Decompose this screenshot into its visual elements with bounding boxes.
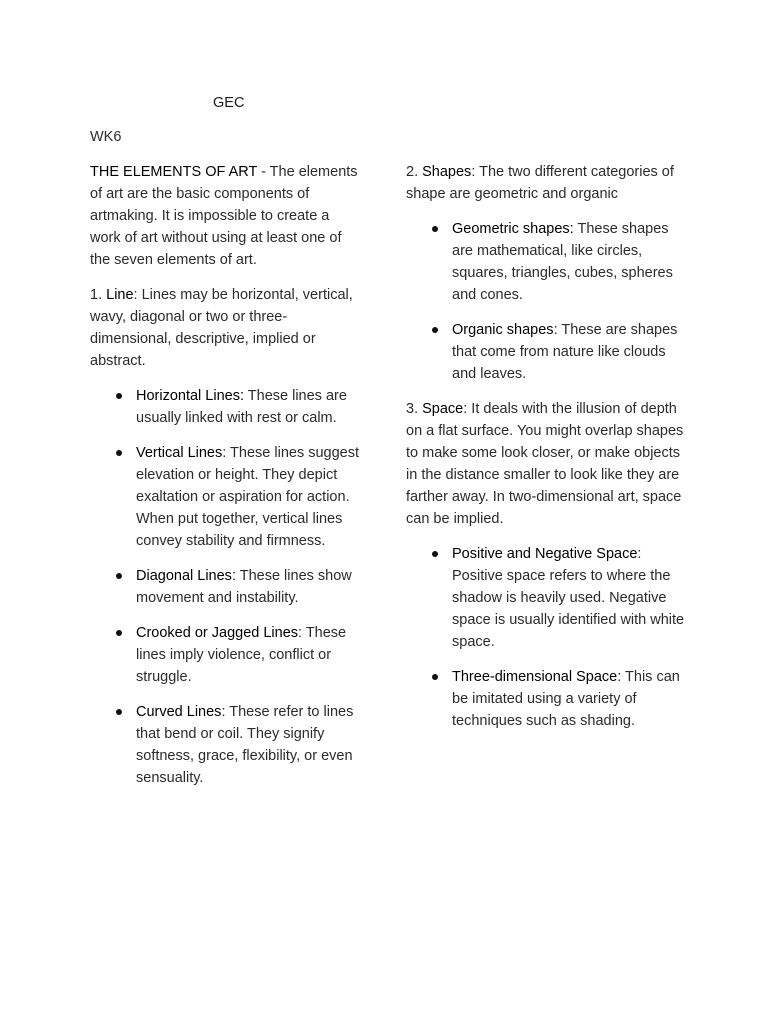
- list-item-term: Curved Lines: [136, 704, 222, 720]
- list-item-positive-negative-space: [406, 543, 686, 653]
- left-column: [90, 161, 362, 802]
- line-section-paragraph: [90, 284, 362, 372]
- shapes-section-number: 2.: [406, 164, 423, 180]
- space-section-text: : It deals with the illusion of depth on a flat surface. You might overlap shapes to make some look closer, or make objects in the distance smaller to look like they are farther away. In two-dimensional art, space can be implied.: [406, 401, 684, 527]
- week-label: WK6: [90, 129, 122, 145]
- line-types-list: [90, 385, 362, 789]
- list-item-text: : This can be imitated using a variety of techniques such as shading.: [452, 669, 680, 729]
- bullet-icon: [432, 551, 438, 557]
- right-column: [406, 161, 686, 745]
- intro-text: - The elements of art are the basic components of artmaking. It is impossible to create a work of art without using at least one of the seven elements of art.: [90, 164, 358, 268]
- bullet-icon: [116, 393, 122, 399]
- shape-types-list: [406, 218, 686, 385]
- space-section-term: Space: [422, 401, 464, 417]
- list-item-geometric-shapes: [406, 218, 686, 306]
- bullet-icon: [432, 674, 438, 680]
- bullet-icon: [116, 709, 122, 715]
- bullet-icon: [116, 630, 122, 636]
- list-item-text: : Positive space refers to where the shadow is heavily used. Negative space is usually identified with white space.: [452, 546, 685, 650]
- bullet-icon: [116, 573, 122, 579]
- line-section-term: Line: [106, 287, 134, 303]
- list-item-diagonal-lines: [90, 565, 362, 609]
- list-item-organic-shapes: [406, 319, 686, 385]
- list-item-text: These shapes are mathematical, like circles, squares, triangles, cubes, spheres and cones.: [452, 221, 673, 303]
- space-section-paragraph: [406, 398, 686, 530]
- intro-paragraph: [90, 161, 362, 271]
- space-types-list: [406, 543, 686, 732]
- list-item-three-dimensional-space: [406, 666, 686, 732]
- list-item-term: Vertical Lines: [136, 445, 223, 461]
- list-item-text: : These are shapes that come from nature like clouds and leaves.: [452, 322, 678, 382]
- shapes-section-paragraph: [406, 161, 686, 205]
- list-item-text: : These lines show movement and instability.: [136, 568, 352, 606]
- list-item-term: Geometric shapes:: [452, 221, 574, 237]
- list-item-vertical-lines: [90, 442, 362, 552]
- bullet-icon: [116, 450, 122, 456]
- list-item-horizontal-lines: [90, 385, 362, 429]
- space-section-number: 3.: [406, 401, 423, 417]
- document-title: GEC: [213, 95, 245, 111]
- list-item-term: Horizontal Lines:: [136, 388, 244, 404]
- list-item-text: These lines are usually linked with rest or calm.: [136, 388, 347, 426]
- list-item-text: : These lines imply violence, conflict or struggle.: [136, 625, 347, 685]
- line-section-number: 1.: [90, 287, 107, 303]
- bullet-icon: [432, 327, 438, 333]
- shapes-section-term: Shapes: [422, 164, 472, 180]
- list-item-term: Three-dimensional Space: [452, 669, 618, 685]
- shapes-section-text: : The two different categories of shape are geometric and organic: [406, 164, 674, 202]
- bullet-icon: [432, 226, 438, 232]
- line-section-text: : Lines may be horizontal, vertical, wavy, diagonal or two or three-dimensional, descriptive, implied or abstract.: [90, 287, 353, 369]
- list-item-term: Diagonal Lines: [136, 568, 232, 584]
- intro-term: THE ELEMENTS OF ART: [90, 164, 258, 180]
- list-item-curved-lines: [90, 701, 362, 789]
- list-item-text: : These lines suggest elevation or height. They depict exaltation or aspiration for action. When put together, vertical lines convey stability and firmness.: [136, 445, 360, 549]
- list-item-term: Crooked or Jagged Lines: [136, 625, 299, 641]
- list-item-term: Organic shapes: [452, 322, 554, 338]
- list-item-crooked-lines: [90, 622, 362, 688]
- list-item-text: : These refer to lines that bend or coil. They signify softness, grace, flexibility, or even sensuality.: [136, 704, 354, 786]
- list-item-term: Positive and Negative Space: [452, 546, 638, 562]
